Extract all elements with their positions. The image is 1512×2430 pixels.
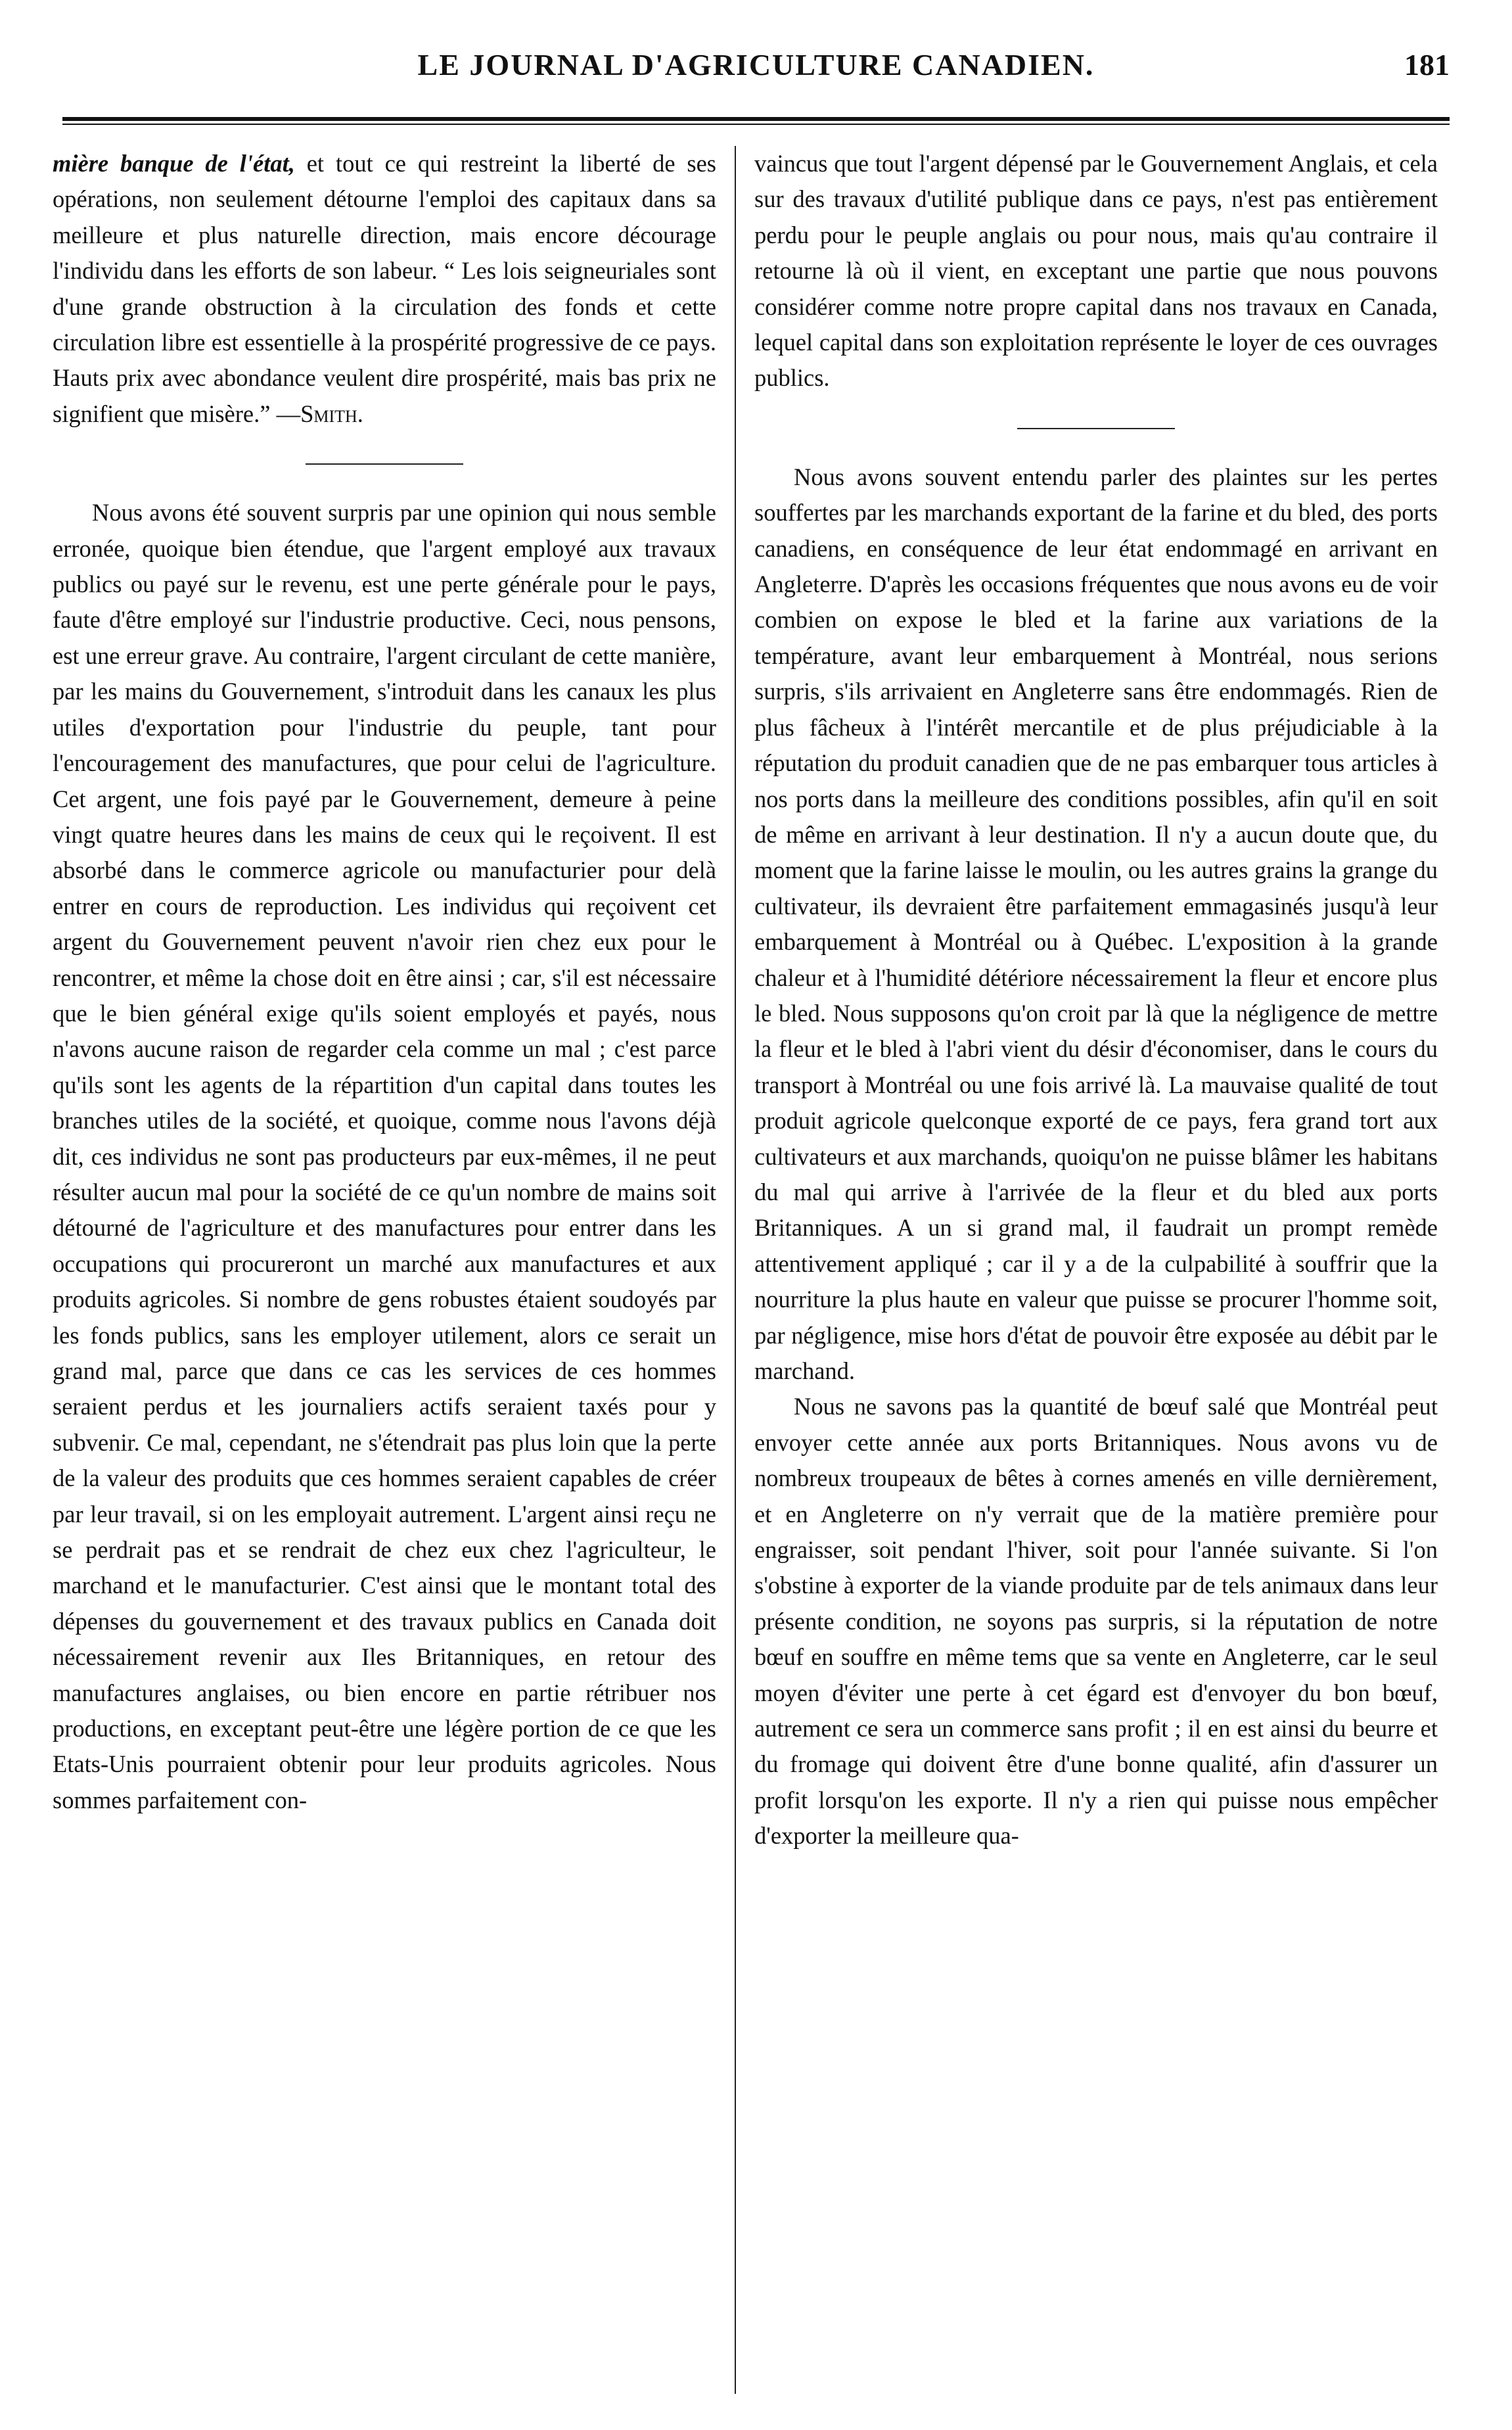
quote-italic-opening: mière banque de l'état, <box>53 150 295 177</box>
section-divider <box>306 463 463 465</box>
smith-quote <box>53 146 716 432</box>
article-continuation: vaincus que tout l'argent dépensé par le Gouvernement Anglais, et cela sur des travaux d'utilité publique dans ce pays, n'est pas entièrement perdu pour le peuple anglais ou pour nous, mais qu'au contraire il retourne là où il vient, en exceptant une partie que nous pouvons considérer comme notre propre capital dans nos travaux en Canada, lequel capital dans son exploitation représente le loyer de ces ouvrages publics. <box>754 150 1438 392</box>
article-flour-wheat: Nous avons souvent entendu parler des plaintes sur les pertes souffertes par les marchands exportant de la farine et du bled, des ports canadiens, en conséquence de leur état endommagé en arrivant en Angleterre. D'après les occasions fréquentes que nous avons eu de voir combien on expose le bled et la farine aux variations de la température, avant leur embarquement à Montréal, nous serions surpris, s'ils arrivaient en Angleterre sans être endommagés. Rien de plus fâcheux à l'intérêt mercantile et de plus préjudiciable à la réputation du produit canadien que de ne pas embarquer tous articles à nos ports dans la meilleure des conditions possibles, afin qu'il en soit de même en arrivant à leur destination. Il n'y a aucun doute que, du moment que la farine laisse le moulin, ou les autres grains la grange du cultivateur, ils devraient être parfaitement emmagasinés jusqu'à leur embarquement à Montréal ou à Québec. L'exposition à la grande chaleur et à l'humidité détériore nécessairement la fleur et encore plus le bled. Nous supposons qu'on croit par là que la négligence de mettre la fleur et le bled à l'abri vient du désir d'économiser, dans le cours du transport à Montréal ou une fois arrivé là. La mauvaise qualité de tout produit agricole quelconque exporté de ce pays, fera grand tort aux cultivateurs et aux marchands, quoiqu'on ne puisse blâmer les habitans du mal qui arrive à l'arrivée de la fleur et du bled aux ports Britanniques. A un si grand mal, il faudrait un prompt remède attentivement appliqué ; car il y a de la culpabilité à souffrir que la nourriture la plus haute en valeur que puisse se procurer l'homme soit, par négligence, mise hors d'état de pouvoir être exposée au débit par le marchand. <box>754 463 1438 1384</box>
left-column <box>53 146 716 2394</box>
section-divider <box>1017 428 1175 429</box>
right-column <box>754 146 1438 2394</box>
article-salted-beef: Nous ne savons pas la quantité de bœuf salé que Montréal peut envoyer cette année aux ports Britanniques. Nous avons vu de nombreux troupeaux de bêtes à cornes amenés en ville dernièrement, et en Angleterre on n'y verrait que de la matière première pour engraisser, soit pendant l'hiver, soit pour l'année suivante. Si l'on s'obstine à exporter de la viande produite par de tels animaux dans leur présente condition, ne soyons pas surpris, si la réputation de notre bœuf en souffre en même tems que sa vente en Angleterre, car le seul moyen d'éviter une perte à cet égard est d'envoyer du bon bœuf, autrement ce sera un commerce sans profit ; il en est ainsi du beurre et du fromage qui doivent être d'une bonne qualité, afin d'assurer un profit lorsqu'on les exporte. Il n'y a rien qui puisse nous empêcher d'exporter la meilleure qua- <box>754 1393 1438 1850</box>
column-divider <box>735 146 736 2394</box>
journal-title: LE JOURNAL D'AGRICULTURE CANADIEN. <box>417 48 1095 82</box>
quote-attribution: Smith. <box>300 400 363 427</box>
article-public-works: Nous avons été souvent surpris par une opinion qui nous semble erronée, quoique bien étendue, que l'argent employé aux travaux publics ou payé sur le revenu, est une perte générale pour le pays, faute d'être employé sur l'industrie productive. Ceci, nous pensons, est une erreur grave. Au contraire, l'argent circulant de cette manière, par les mains du Gouvernement, s'introduit dans les canaux les plus utiles d'exportation pour l'industrie du peuple, tant pour l'encouragement des manufactures, que pour celui de l'agriculture. Cet argent, une fois payé par le Gouvernement, demeure à peine vingt quatre heures dans les mains de ceux qui le reçoivent. Il est absorbé dans le commerce agricole ou manufacturier pour delà entrer en cours de reproduction. Les individus qui reçoivent cet argent du Gouvernement peuvent n'avoir rien chez eux pour le rencontrer, et même la chose doit en être ainsi ; car, s'il est nécessaire que le bien général exige qu'ils soient employés et payés, nous n'avons aucune raison de regarder cela comme un mal ; c'est parce qu'ils sont les agents de la répartition d'un capital dans toutes les branches utiles de la société, et quoique, comme nous l'avons déjà dit, ces individus ne sont pas producteurs par eux-mêmes, il ne peut résulter aucun mal pour la société de ce qu'un nombre de mains soit détourné de l'agriculture et des manufactures pour entrer dans les occupations qui procureront un marché aux manufactures et aux produits agricoles. Si nombre de gens robustes étaient soudoyés par les fonds publics, sans les employer utilement, alors ce serait un grand mal, parce que dans ce cas les services de ces hommes seraient perdus et les journaliers actifs seraient taxés pour y subvenir. Ce mal, cependant, ne s'étendrait pas plus loin que la perte de la valeur des produits que ces hommes seraient capables de créer par leur travail, si on les employait autrement. L'argent ainsi reçu ne se perdrait pas et se rendrait de chez eux chez l'agriculteur, le marchand et le manufacturier. C'est ainsi que le montant total des dépenses du gouvernement et des travaux publics en Canada doit nécessairement revenir aux Iles Britanniques, en retour des manufactures anglaises, ou bien encore en partie rétribuer nos productions, en exceptant peut-être une légère portion de ce que les Etats-Unis pourraient obtenir pour leur produits agricoles. Nous sommes parfaitement con- <box>53 499 717 1813</box>
quote-text: et tout ce qui restreint la liberté de ses opérations, non seulement détourne l'emploi des capitaux dans sa meilleure et plus naturelle direction, mais encore décourage l'individu dans les efforts de son labeur. “ Les lois seigneuriales sont d'une grande obstruction à la circulation des fonds et cette circulation libre est essentielle à la prospérité progressive de ce pays. Hauts prix avec abondance veulent dire prospérité, mais bas prix ne signifient que misère.” — <box>53 150 716 427</box>
page-number: 181 <box>1404 48 1450 82</box>
running-head <box>62 47 1450 93</box>
header-rule <box>62 117 1450 125</box>
